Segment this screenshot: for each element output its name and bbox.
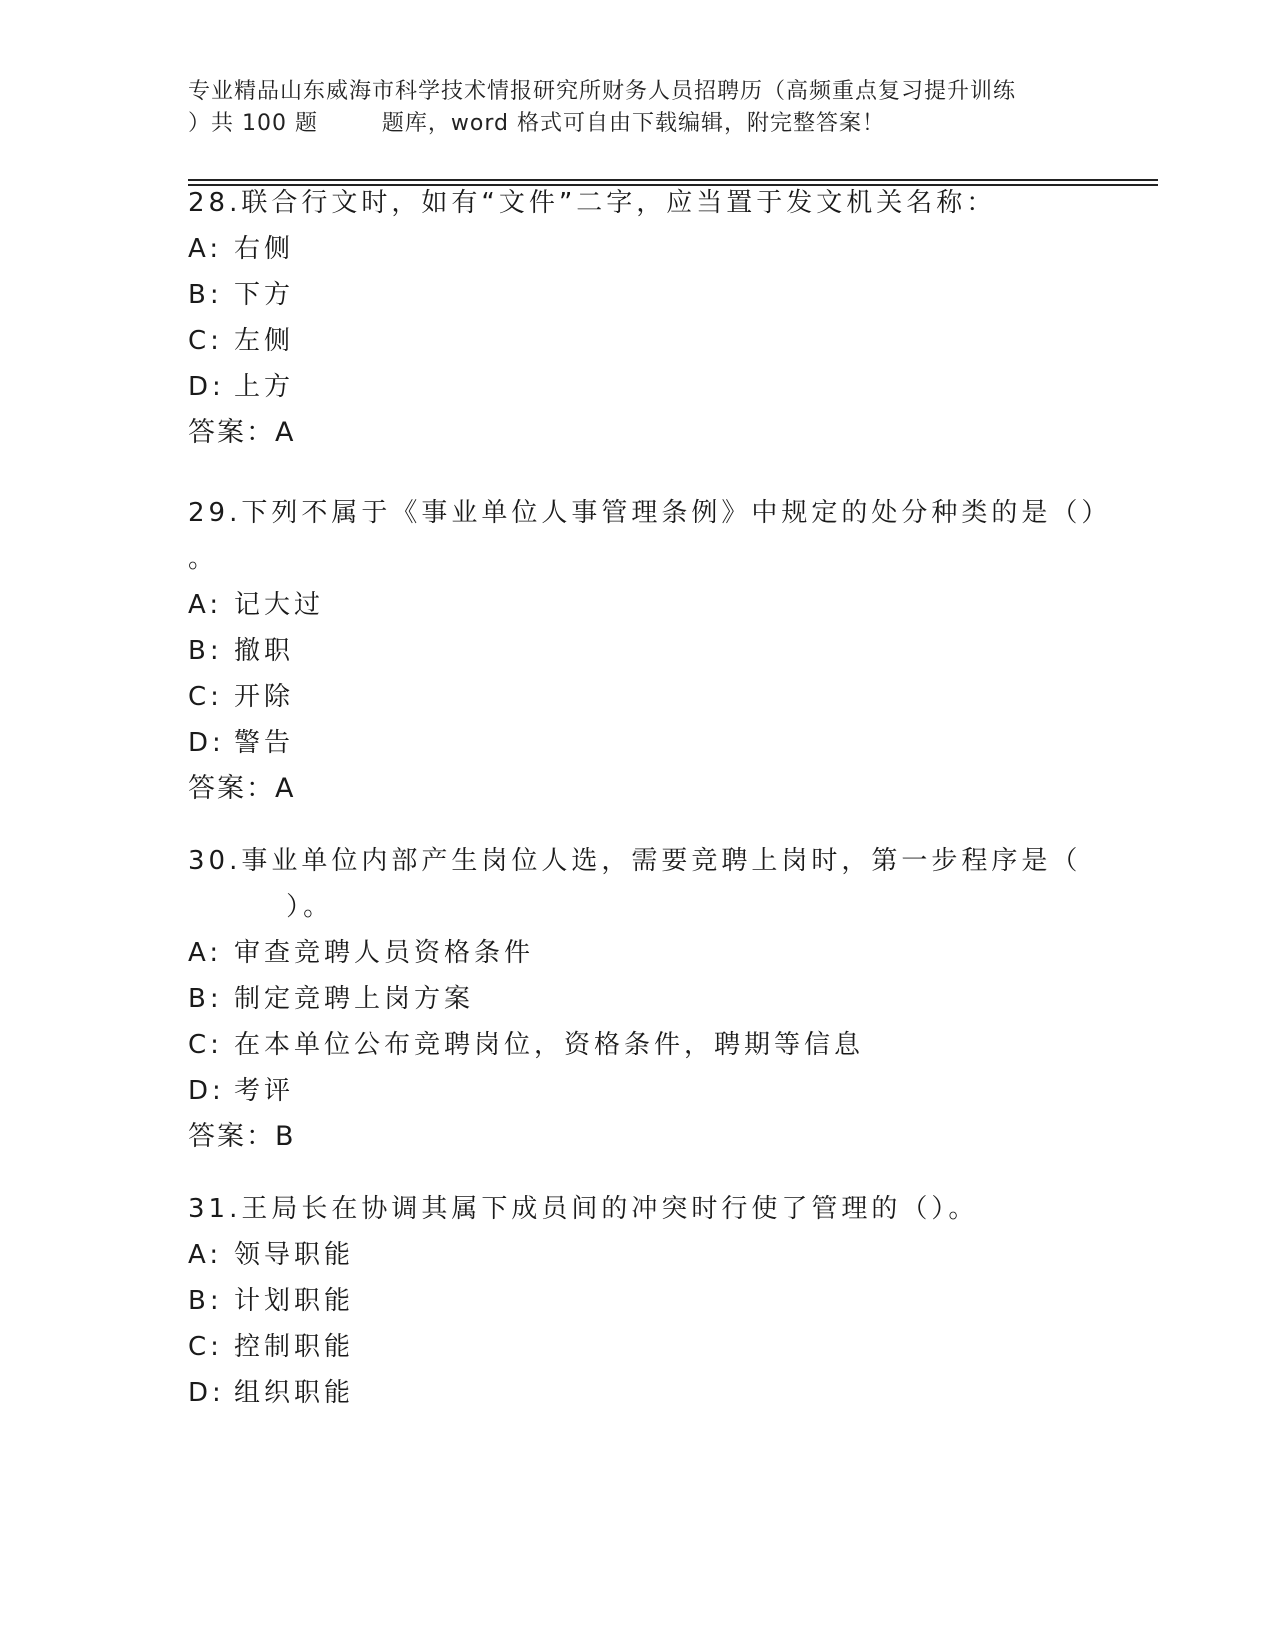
option-b: [188, 976, 1088, 1022]
question-text: 31.王局长在协调其属下成员间的冲突时行使了管理的（）。: [188, 1194, 979, 1224]
option-label: 在本单位公布竞聘岗位，资格条件，聘期等信息: [234, 1030, 865, 1060]
answer-line: 答案：A: [188, 417, 296, 448]
option-key: C:: [188, 682, 223, 712]
option-d: [188, 720, 1088, 766]
option-d: [188, 1370, 1088, 1416]
option-label: 领导职能: [234, 1240, 355, 1270]
option-label: 记大过: [234, 590, 325, 620]
option-key: C:: [188, 1030, 223, 1060]
option-b: [188, 628, 1088, 674]
option-label: 控制职能: [234, 1332, 355, 1362]
option-key: B:: [188, 636, 223, 666]
option-a: [188, 930, 1088, 976]
question-29: [188, 490, 1112, 812]
option-c: [188, 318, 1088, 364]
option-key: A:: [188, 1240, 223, 1270]
option-c: [188, 1324, 1088, 1370]
question-28: [188, 180, 1088, 456]
option-a: [188, 226, 1088, 272]
option-label: 审查竞聘人员资格条件: [234, 938, 535, 968]
question-text-continuation: ）。: [188, 892, 334, 922]
option-key: D:: [188, 1076, 225, 1106]
option-b: [188, 1278, 1088, 1324]
option-key: D:: [188, 372, 225, 402]
question-text: 29.下列不属于《事业单位人事管理条例》中规定的处分种类的是（）: [188, 498, 1112, 528]
option-key: A:: [188, 590, 223, 620]
option-key: D:: [188, 1378, 225, 1408]
option-key: B:: [188, 1286, 223, 1316]
option-label: 计划职能: [234, 1286, 355, 1316]
option-key: D:: [188, 728, 225, 758]
answer-line: 答案：A: [188, 773, 296, 804]
document-header: [188, 76, 1088, 140]
question-30: [188, 838, 1088, 1160]
option-label: 右侧: [234, 234, 295, 264]
option-label: 考评: [234, 1076, 295, 1106]
question-31: [188, 1186, 1088, 1416]
option-c: [188, 674, 1088, 720]
option-label: 下方: [234, 280, 295, 310]
answer-line: 答案：B: [188, 1121, 296, 1152]
option-d: [188, 364, 1088, 410]
option-a: [188, 1232, 1088, 1278]
option-label: 左侧: [234, 326, 295, 356]
option-key: A:: [188, 938, 223, 968]
option-a: [188, 582, 1088, 628]
question-text: 28.联合行文时，如有“文件”二字，应当置于发文机关名称：: [188, 188, 997, 218]
option-label: 上方: [234, 372, 295, 402]
option-key: C:: [188, 1332, 223, 1362]
option-b: [188, 272, 1088, 318]
option-key: C:: [188, 326, 223, 356]
option-label: 制定竞聘上岗方案: [234, 984, 475, 1014]
option-label: 组织职能: [234, 1378, 355, 1408]
header-line-1: 专业精品山东威海市科学技术情报研究所财务人员招聘历（高频重点复习提升训练: [188, 79, 1017, 104]
option-key: B:: [188, 280, 223, 310]
option-d: [188, 1068, 1088, 1114]
question-text-continuation: 。: [188, 544, 219, 574]
option-c: [188, 1022, 1088, 1068]
option-label: 撤职: [234, 636, 295, 666]
option-label: 开除: [234, 682, 295, 712]
option-label: 警告: [234, 728, 295, 758]
header-line-2: ）共 100 题 题库，word 格式可自由下载编辑，附完整答案！: [188, 111, 885, 136]
option-key: B:: [188, 984, 223, 1014]
question-text: 30.事业单位内部产生岗位人选，需要竞聘上岗时，第一步程序是（: [188, 846, 1082, 876]
option-key: A:: [188, 234, 223, 264]
